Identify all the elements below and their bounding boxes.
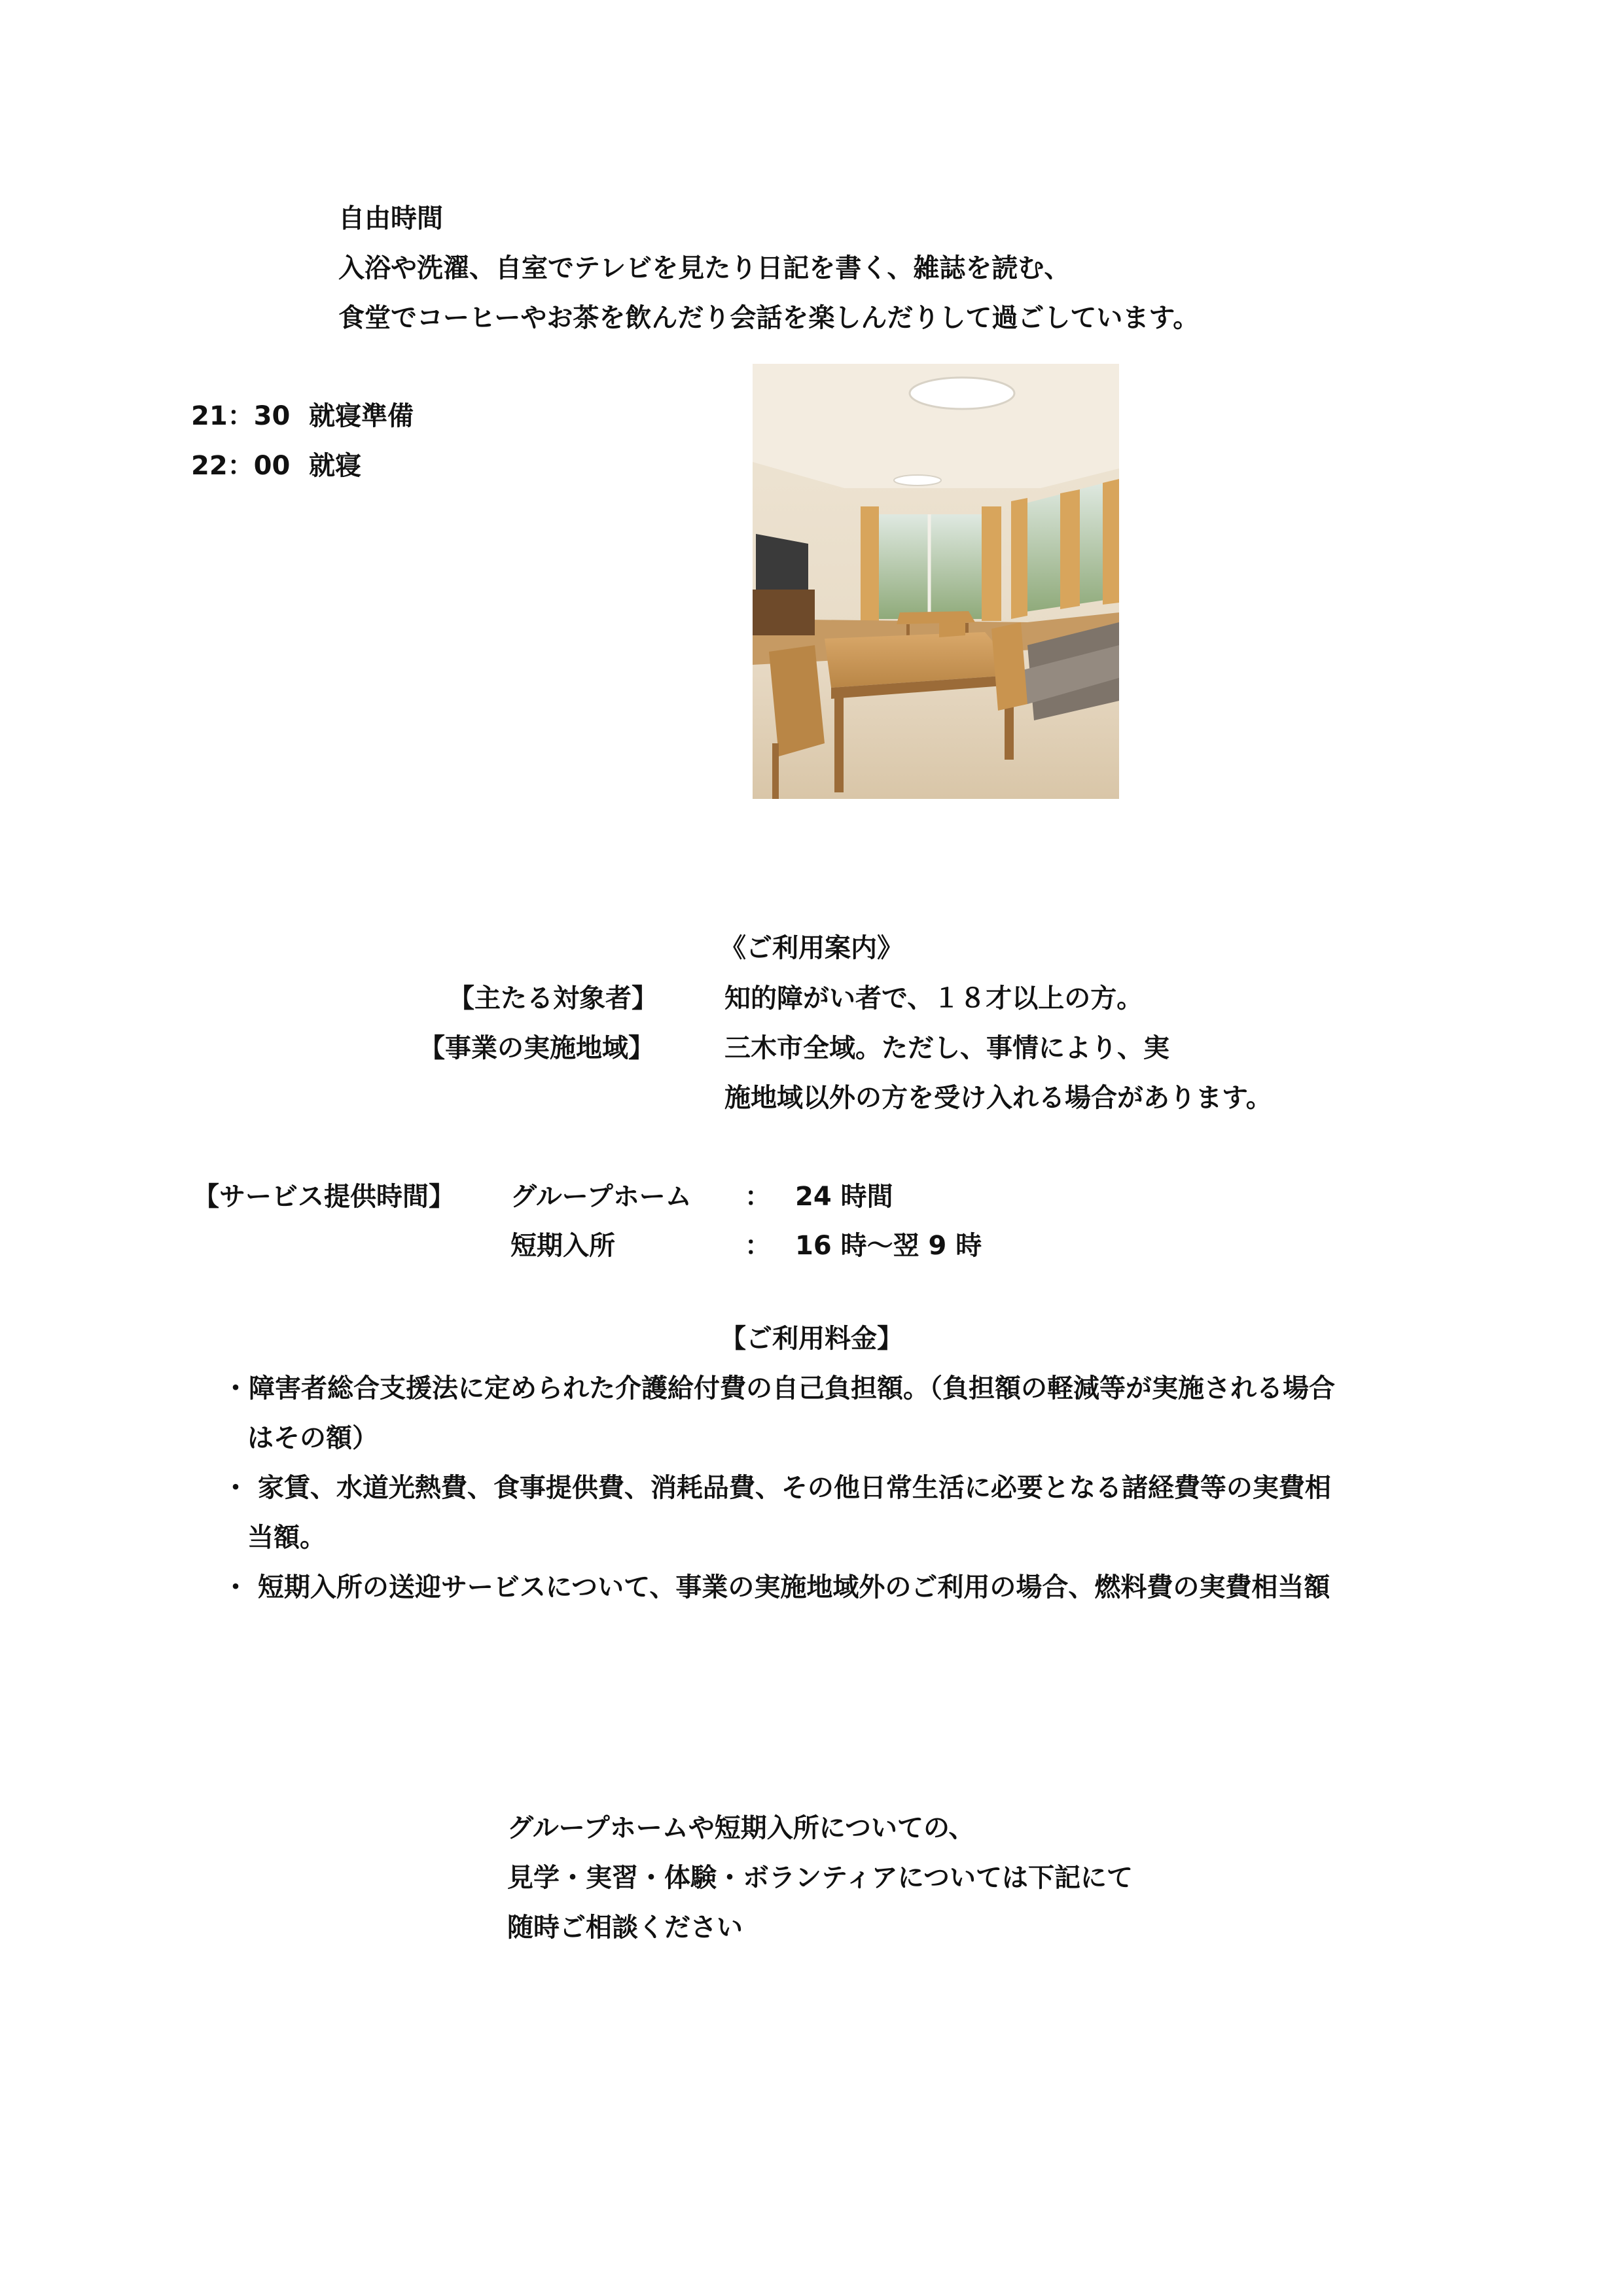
fee-item-2-line-2: 当額。 [247, 1523, 326, 1553]
fee-item-2-line-1: ・ 家賃、水道光熱費、食事提供費、消耗品費、その他日常生活に必要となる諸経費等の実費相 [223, 1473, 1331, 1503]
service-name-1: グループホーム [510, 1182, 692, 1212]
fee-item-1-line-1: ・障害者総合支援法に定められた介護給付費の自己負担額。（負担額の軽減等が実施される場合 [223, 1373, 1335, 1404]
schedule-time-2: 22：00 [191, 451, 291, 481]
area-value-line-2: 施地域以外の方を受け入れる場合があります。 [724, 1083, 1272, 1113]
free-time-line-1: 入浴や洗濯、自室でテレビを見たり日記を書く、雑誌を読む、 [338, 253, 1071, 283]
fee-item-1-line-2: はその額） [247, 1423, 378, 1453]
target-value: 知的障がい者で、１８才以上の方。 [724, 983, 1143, 1014]
dining-room-photo [753, 364, 1119, 799]
service-value-1: 24 時間 [795, 1182, 893, 1212]
usage-guide-heading: 《ご利用案内》 [720, 933, 903, 963]
free-time-title: 自由時間 [338, 203, 443, 234]
area-value-line-1: 三木市全域。ただし、事情により、実 [724, 1033, 1169, 1063]
fees-heading: 【ご利用料金】 [720, 1324, 903, 1354]
service-sep-2: ： [745, 1231, 771, 1261]
target-label: 【主たる対象者】 [448, 983, 658, 1014]
contact-line-3: 随時ご相談ください [507, 1913, 743, 1943]
service-value-2: 16 時～翌 9 時 [795, 1231, 982, 1261]
contact-line-2: 見学・実習・体験・ボランティアについては下記にて [507, 1863, 1133, 1893]
service-hours-label: 【サービス提供時間】 [193, 1182, 455, 1212]
fee-item-3-line-1: ・ 短期入所の送迎サービスについて、事業の実施地域外のご利用の場合、燃料費の実費相当額 [223, 1572, 1330, 1602]
schedule-activity-2: 就寝 [309, 451, 361, 481]
contact-line-1: グループホームや短期入所についての、 [507, 1813, 975, 1843]
area-label: 【事業の実施地域】 [419, 1033, 654, 1063]
free-time-line-2: 食堂でコーヒーやお茶を飲んだり会話を楽しんだりして過ごしています。 [338, 303, 1200, 333]
schedule-time-1: 21：30 [191, 401, 291, 431]
service-sep-1: ： [745, 1182, 771, 1212]
schedule-activity-1: 就寝準備 [309, 401, 414, 431]
service-name-2: 短期入所 [510, 1231, 615, 1261]
